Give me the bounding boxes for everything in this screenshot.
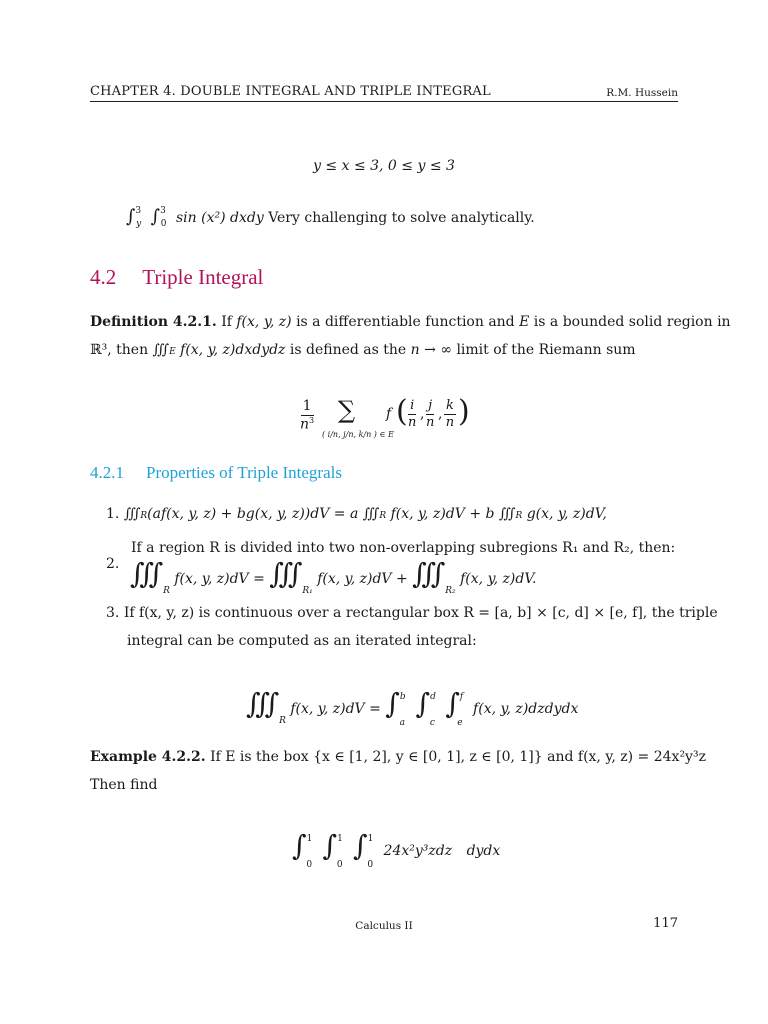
property-2-math: f(x, y, z)dV = <box>174 571 265 587</box>
footer-course: Calculus II <box>355 920 413 932</box>
region-subscript: R₂ <box>445 586 456 596</box>
region-subscript: R <box>515 511 523 521</box>
region-inequality: y ≤ x ≤ 3, 0 ≤ y ≤ 3 <box>313 158 455 174</box>
lower-limit: 0 <box>160 219 167 229</box>
definition-text: is a bounded solid region in <box>533 314 731 330</box>
property-1-math: (af(x, y, z) + bg(x, y, z))dV = a <box>147 506 359 522</box>
integral-sign: ∫ <box>415 687 431 720</box>
triple-integral-sign: ∭ <box>362 506 380 522</box>
definition-line-2 <box>90 342 636 358</box>
upper-limit: 3 <box>160 206 166 216</box>
lower-limit: a <box>399 718 406 728</box>
upper-limit: b <box>399 692 406 702</box>
subsection-heading <box>90 463 342 483</box>
property-2-equation <box>130 557 537 596</box>
definition-text: limit of the Riemann sum <box>456 342 636 358</box>
property-3-text: If f(x, y, z) is continuous over a rectangular box R = [a, b] × [c, d] × [e, f], the triple <box>123 605 718 621</box>
property-2-math: f(x, y, z)dV. <box>460 571 537 587</box>
integral-sign: ∫ <box>126 206 136 227</box>
integral-sign: ∫ <box>353 829 368 862</box>
running-header-chapter: CHAPTER 4. DOUBLE INTEGRAL AND TRIPLE INTEGRAL <box>90 84 491 99</box>
example-line-2: Then find <box>90 777 158 793</box>
double-integral-line <box>126 206 535 227</box>
example-label: Example 4.2.2. <box>90 749 206 765</box>
page-number: 117 <box>653 916 678 931</box>
region-subscript: R <box>140 511 148 521</box>
subsection-number: 4.2.1 <box>90 463 124 482</box>
triple-integral-sign: ∭ <box>412 557 446 590</box>
region-subscript: R <box>163 586 170 596</box>
fraction-j-over-n: $\frac{j}{n}$ <box>426 398 435 430</box>
property-1-math: f(x, y, z)dV + b <box>390 506 495 522</box>
upper-limit: 1 <box>367 834 374 844</box>
example-line-1 <box>90 749 706 765</box>
comment-text: Very challenging to solve analytically. <box>268 210 535 226</box>
definition-label: Definition 4.2.1. <box>90 314 217 330</box>
running-header-author: R.M. Hussein <box>606 87 678 99</box>
property-1-math: g(x, y, z)dV, <box>526 506 607 522</box>
definition-math: f(x, y, z)dxdydz <box>180 342 286 358</box>
comma: , <box>420 406 425 422</box>
upper-limit: 1 <box>337 834 343 844</box>
iterated-integral-equation <box>246 687 579 728</box>
integrand: sin (x²) dxdy <box>175 210 264 226</box>
region-subscript: R <box>279 716 286 726</box>
iterated-left: f(x, y, z)dV = <box>290 701 381 717</box>
lower-limit: 0 <box>367 860 374 870</box>
riemann-sum-formula <box>300 392 480 446</box>
property-1 <box>106 506 607 522</box>
integral-sign: ∫ <box>385 687 400 720</box>
fraction-k-over-n: $\frac{k}{n}$ <box>445 398 455 430</box>
property-3-line-2: integral can be computed as an iterated integral: <box>127 633 477 649</box>
upper-limit: d <box>430 692 436 702</box>
lower-limit: 0 <box>306 860 313 870</box>
region-subscript: R <box>379 511 387 521</box>
triple-integral-sign: ∭ <box>123 506 141 522</box>
integral-sign: ∫ <box>292 829 307 862</box>
example-integrand: 24x²y³zdz <box>383 843 453 859</box>
comma: , <box>438 406 443 422</box>
region-subscript: E <box>169 347 176 357</box>
triple-integral-sign: ∭ <box>269 557 303 590</box>
upper-limit: f <box>459 692 464 702</box>
subsection-title: Properties of Triple Integrals <box>146 463 342 482</box>
paren-close: ) <box>458 394 470 429</box>
triple-integral-sign: ∭ <box>498 506 516 522</box>
fraction-i-over-n: $\frac{i}{n}$ <box>408 398 417 430</box>
integral-sign: ∫ <box>322 829 338 862</box>
section-heading <box>90 265 263 290</box>
section-title: Triple Integral <box>142 265 264 289</box>
list-number: 3. <box>106 605 120 621</box>
triple-integral-sign: ∭ <box>246 687 280 720</box>
section-number: 4.2 <box>90 265 117 289</box>
upper-limit: 1 <box>306 834 313 844</box>
region-subscript: R₁ <box>302 586 313 596</box>
lower-limit: e <box>457 718 463 728</box>
fraction-one-over-n-cubed: $\frac{1}{n^3}$ <box>300 398 315 433</box>
example-integral <box>292 829 501 870</box>
paren-open: ( <box>396 394 408 429</box>
definition-text: is a differentiable function and <box>296 314 515 330</box>
definition-text: is defined as the <box>289 342 407 358</box>
integral-sign: ∫ <box>445 687 460 720</box>
example-differentials: dydx <box>466 843 501 859</box>
iterated-right: f(x, y, z)dzdydx <box>473 701 579 717</box>
lower-limit: 0 <box>336 860 343 870</box>
property-3-line-1 <box>106 605 718 621</box>
triple-integral-sign: ∭ <box>152 342 170 358</box>
definition-text: ℝ³, then <box>90 342 149 358</box>
example-text: If E is the box {x ∈ [1, 2], y ∈ [0, 1], z ∈ [0, 1]} and f(x, y, z) = 24x²y³z <box>210 749 706 765</box>
definition-text: If <box>221 314 232 330</box>
header-rule <box>90 101 678 102</box>
property-2-intro: If a region R is divided into two non-overlapping subregions R₁ and R₂, then: <box>131 540 676 556</box>
list-number: 2. <box>106 556 120 572</box>
upper-limit: 3 <box>135 206 142 216</box>
definition-line-1 <box>90 314 731 330</box>
definition-math: E <box>519 314 530 330</box>
definition-math: n → ∞ <box>410 342 452 358</box>
property-2-math: f(x, y, z)dV + <box>317 571 408 587</box>
function-f: f <box>386 406 392 422</box>
lower-limit: c <box>429 718 435 728</box>
triple-integral-sign: ∭ <box>130 557 164 590</box>
definition-math: f(x, y, z) <box>236 314 292 330</box>
integral-sign: ∫ <box>150 206 161 227</box>
summation-index: ( i/n, j/n, k/n ) ∈ E <box>322 430 394 439</box>
lower-limit: y <box>136 219 142 229</box>
list-number: 1. <box>106 506 120 522</box>
summation-sign: ∑ <box>338 396 356 424</box>
